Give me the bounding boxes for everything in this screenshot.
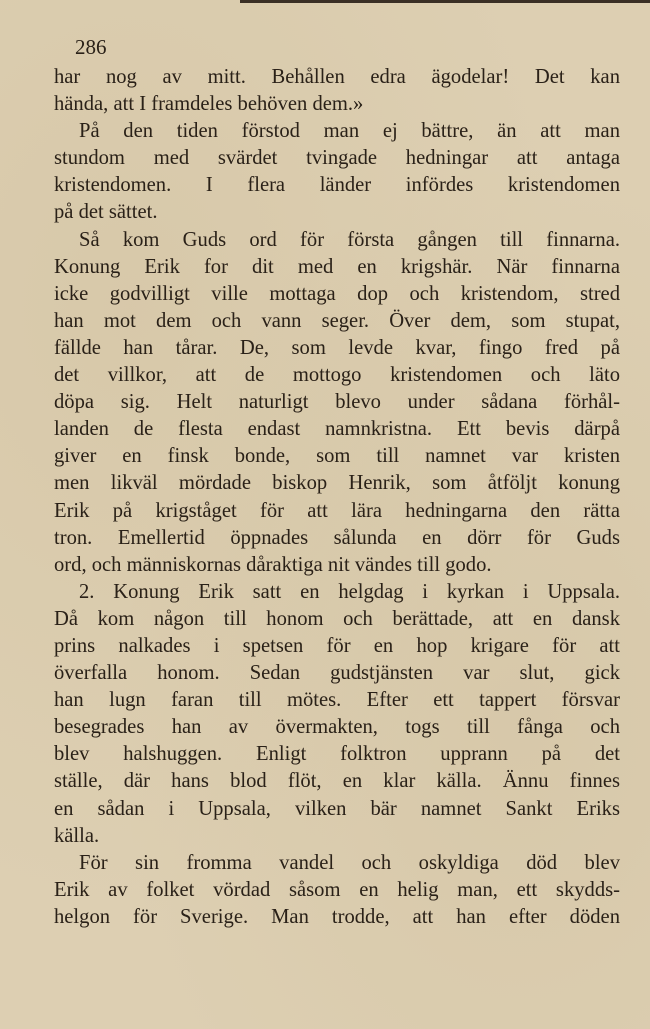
text-line: han mot dem och vann seger. Över dem, som stupat, <box>54 309 620 332</box>
text-line: Så kom Guds ord för första gången till finnarna. <box>79 228 620 251</box>
text-line: det villkor, att de mottogo kristendomen och läto <box>54 364 620 387</box>
text-line: en sådan i Uppsala, vilken bär namnet Sankt Eriks <box>54 797 620 820</box>
text-line: ord, och människornas dåraktiga nit vändes till godo. <box>54 553 492 576</box>
paragraph <box>54 850 620 931</box>
text-line: har nog av mitt. Behållen edra ägodelar! Det kan <box>54 66 620 88</box>
text-line: icke godvilligt ville mottaga dop och kristendom, stred <box>54 282 620 305</box>
text-line: På den tiden förstod man ej bättre, än att man <box>79 120 620 143</box>
text-line: han lugn faran till mötes. Efter ett tappert försvar <box>54 689 620 712</box>
text-line: stundom med svärdet tvingade hedningar att antaga <box>54 147 620 170</box>
text-line: giver en finsk bonde, som till namnet var kristen <box>54 445 620 468</box>
text-line: hända, att I framdeles behöven dem.» <box>54 93 364 116</box>
text-line: men likväl mördade biskop Henrik, som åtföljt konung <box>54 472 620 495</box>
text-line: helgon för Sverige. Man trodde, att han efter döden <box>54 905 620 928</box>
text-line: tron. Emellertid öppnades sålunda en dörr för Guds <box>54 526 620 549</box>
paragraph <box>54 64 620 118</box>
text-line: blev halshuggen. Enligt folktron upprann på det <box>54 743 620 766</box>
text-line: landen de flesta endast namnkristna. Ett bevis därpå <box>54 418 620 441</box>
text-line: kristendomen. I flera länder infördes kristendomen <box>54 174 620 197</box>
text-line: Då kom någon till honom och berättade, att en dansk <box>54 607 620 630</box>
paragraph <box>54 118 620 226</box>
text-line: ställe, där hans blod flöt, en klar källa. Ännu finnes <box>54 770 620 793</box>
paragraph <box>54 227 620 579</box>
text-line: För sin fromma vandel och oskyldiga död blev <box>79 851 620 874</box>
page-text <box>54 64 620 931</box>
paragraph <box>54 579 620 850</box>
text-line: prins nalkades i spetsen för en hop krigare för att <box>54 634 620 657</box>
text-line: Konung Erik for dit med en krigshär. När finnarna <box>54 255 620 278</box>
text-line: 2. Konung Erik satt en helgdag i kyrkan i Uppsala. <box>79 580 620 603</box>
text-line: Erik av folket vördad såsom en helig man, ett skydds- <box>54 878 620 901</box>
text-line: Erik på krigståget för att lära hedningarna den rätta <box>54 499 620 522</box>
text-line: källa. <box>54 824 100 847</box>
page-top-edge <box>240 0 650 3</box>
text-line: besegrades han av övermakten, togs till fånga och <box>54 716 620 739</box>
text-line: på det sättet. <box>54 201 158 224</box>
text-line: döpa sig. Helt naturligt blevo under sådana förhål- <box>54 391 620 414</box>
text-line: överfalla honom. Sedan gudstjänsten var slut, gick <box>54 662 620 685</box>
text-line: fällde han tårar. De, som levde kvar, fingo fred på <box>54 336 620 359</box>
page-number: 286 <box>75 35 107 59</box>
